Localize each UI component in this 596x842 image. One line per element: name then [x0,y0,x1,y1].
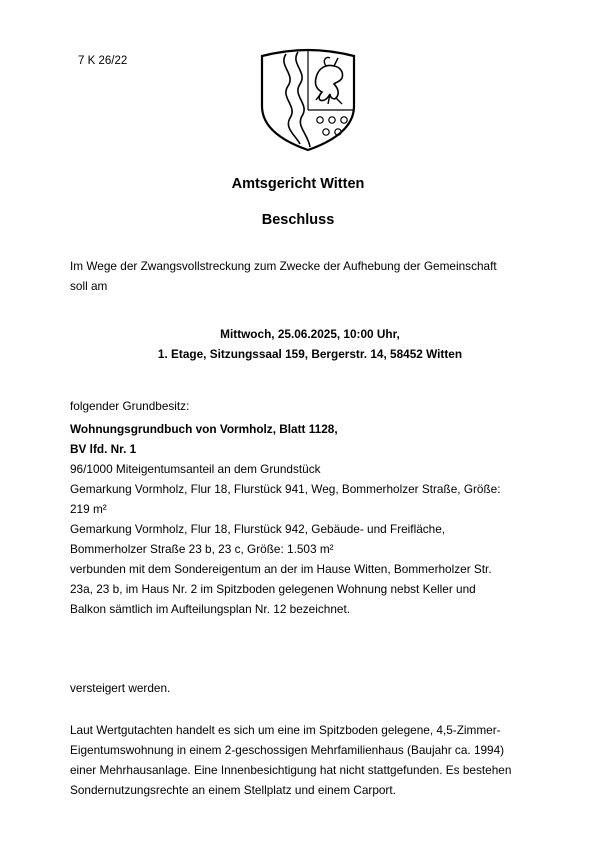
property-line: 96/1000 Miteigentumsanteil an dem Grundstück [70,462,321,476]
property-line: verbunden mit dem Sondereigentum an der im Hause Witten, Bommerholzer Str. [70,562,492,576]
appraisal-line: einer Mehrhausanlage. Eine Innenbesichtigung hat nicht stattgefunden. Es bestehen [70,763,512,777]
appointment-block [0,324,596,364]
property-line: Bommerholzer Straße 23 b, 23 c, Größe: 1.503 m² [70,542,334,556]
appraisal-line: Laut Wertgutachten handelt es sich um eine im Spitzboden gelegene, 4,5-Zimmer- [70,723,501,737]
appointment-datetime: Mittwoch, 25.06.2025, 10:00 Uhr, [220,327,400,341]
property-line: Gemarkung Vormholz, Flur 18, Flurstück 942, Gebäude- und Freifläche, [70,522,446,536]
appointment-location: 1. Etage, Sitzungssaal 159, Bergerstr. 14, 58452 Witten [157,347,463,361]
property-bv: BV lfd. Nr. 1 [70,442,137,456]
intro-line: Im Wege der Zwangsvollstreckung zum Zwecke der Aufhebung der Gemeinschaft [70,259,497,273]
court-name: Amtsgericht Witten [231,176,365,192]
property-register: Wohnungsgrundbuch von Vormholz, Blatt 1128, [70,422,338,436]
property-block [70,419,540,619]
intro-paragraph [70,256,540,296]
appraisal-line: Sondernutzungsrechte an einem Stellplatz und einem Carport. [70,783,396,797]
property-line: 219 m² [70,502,107,516]
document-title: Beschluss [261,212,335,228]
auction-text: versteigert werden. [70,681,171,695]
nrw-coat-of-arms-icon [256,48,360,152]
property-line: 23a, 23 b, im Haus Nr. 2 im Spitzboden gelegenen Wohnung nebst Keller und [70,582,476,596]
property-line: Balkon sämtlich im Aufteilungsplan Nr. 12 bezeichnet. [70,602,351,616]
intro-line: soll am [70,279,108,293]
case-number: 7 K 26/22 [78,55,128,67]
property-label: folgender Grundbesitz: [70,399,190,413]
appraisal-line: Eigentumswohnung in einem 2-geschossigen Mehrfamilienhaus (Baujahr ca. 1994) [70,743,505,757]
property-line: Gemarkung Vormholz, Flur 18, Flurstück 941, Weg, Bommerholzer Straße, Größe: [70,482,501,496]
appraisal-paragraph [70,720,540,800]
